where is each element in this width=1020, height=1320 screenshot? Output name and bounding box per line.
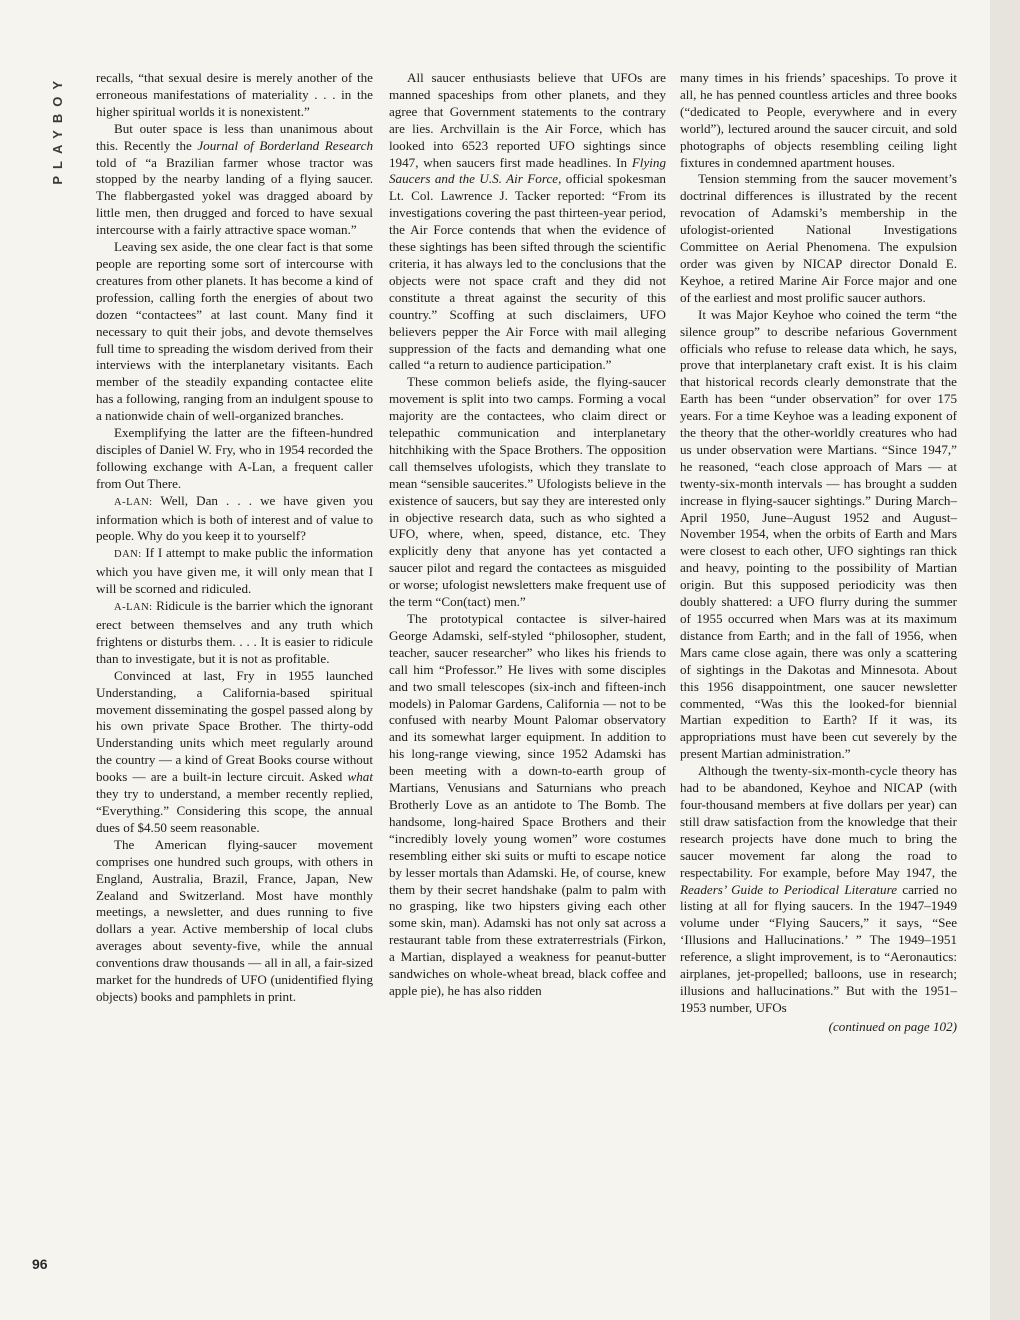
continued-note[interactable]: (continued on page 102) bbox=[828, 1018, 957, 1034]
dialogue-line bbox=[96, 493, 373, 546]
column-2 bbox=[389, 70, 666, 1000]
book-title: Flying Saucers and the U.S. Air Force, bbox=[389, 154, 666, 187]
paragraph: recalls, “that sexual desire is merely another of the erroneous manifestations of materiality . . . in the higher spiritual worlds it is nonexistent.” bbox=[96, 70, 373, 119]
text: official spokesman Lt. Col. Lawrence J. Tacker reported: “From its investigations covering the past thirteen-year period, the Air Force contends that when the evidence of these sightings has been sifted through the scientific criteria, it has always led to the conclusions that the objects were not space craft and they did not constitute a threat against the security of this country.” Scoffing at such disclaimers, UFO believers pepper the Air Force with mail alleging suppression of the facts and demanding what one called “a return to audience participation.” bbox=[389, 171, 666, 373]
speaker-label: DAN: bbox=[114, 549, 142, 561]
running-head: PLAYBOY bbox=[50, 74, 65, 185]
text: All saucer enthusiasts believe that UFOs are manned spaceships from other planets, and they agree that Government statements to the contrary are lies. Archvillain is the Air Force, which has looked into 6523 reported UFO sightings since 1947, when saucers first made headlines. In bbox=[389, 70, 666, 170]
text: told of “a Brazilian farmer whose tractor was stopped by the nearby landing of a flying saucer. The flabbergasted yokel was dragged aboard by little men, then drugged and forced to have sexual intercourse with a fairly attractive space woman.” bbox=[96, 154, 373, 238]
paragraph bbox=[96, 668, 373, 837]
column-3 bbox=[680, 70, 957, 1036]
dialogue-line bbox=[96, 598, 373, 668]
dialogue-text: Ridicule is the barrier which the ignorant erect between themselves and any truth which frightens or disturbs them. . . . It is easier to ridicule than to investigate, but it is not as profitable. bbox=[96, 598, 373, 666]
text: carried no listing at all for flying saucers. In the 1947–1949 volume under “Flying Saucers,” it says, “See ‘Illusions and Hallucinations.’ ” The 1949–1951 reference, a slight improvement, is to “Aeronautics: airplanes, jet-propelled; balloons, use in research; illusions and hallucinations.” But with the 1951–1953 number, UFOs bbox=[680, 881, 958, 1015]
dialogue-line bbox=[96, 545, 373, 598]
paragraph bbox=[96, 121, 373, 239]
guide-title: Readers’ Guide to Periodical Literature bbox=[680, 881, 898, 897]
text: Convinced at last, Fry in 1955 launched Understanding, a California-based spiritual movement disseminating the gospel passed along by his own private Space Brother. The thirty-odd Understanding units which meet regularly around the country — a kind of Great Books course without books — are a built-in lecture circuit. Asked bbox=[96, 667, 373, 785]
emphasis: what bbox=[347, 769, 373, 785]
speaker-label: A-LAN: bbox=[114, 602, 153, 614]
page-edge bbox=[990, 0, 1020, 1320]
paragraph bbox=[680, 763, 957, 1017]
text: Although the twenty-six-month-cycle theory has had to be abandoned, Keyhoe and NICAP (with four-thousand members at five dollars per year) can still draw satisfaction from the knowledge that their research projects have done much to bring the saucer movement far along the road to respectability. For example, before May 1947, the bbox=[680, 763, 957, 880]
paragraph: The prototypical contactee is silver-haired George Adamski, self-styled “philosopher, student, teacher, saucer researcher” who likes his friends to call him “Professor.” He lives with some disciples and two small telescopes (six-inch and fifteen-inch models) in Palomar Gardens, California — not to be confused with nearby Mount Palomar observatory and its somewhat larger equipment. In addition to his long-range viewing, since 1952 Adamski has been meeting with a down-to-earth group of Martians, Venusians and Saturnians who preach Brotherly Love as an antidote to The Bomb. The handsome, long-haired Space Brothers and their “incredibly lovely young women” wore costumes resembling either ski suits or mufti to escape notice by lesser mortals than Adamski. He, of course, knew them by their secret handshake (palm to palm with no grasping, like two hipsters giving each other some skin, man). Adamski has not only sat across a restaurant table from these extraterrestrials (Firkon, a Martian, displayed a weakness for peanut-butter sandwiches on whole-wheat bread, black coffee and apple pie), he has also ridden bbox=[389, 611, 666, 998]
paragraph: many times in his friends’ spaceships. To prove it all, he has penned countless articles and three books (“dedicated to People, everywhere and in every world”), lectured around the saucer circuit, and sold photographs of objects resembling ceiling light fixtures in condemned apartment houses. bbox=[680, 70, 957, 170]
page-number: 96 bbox=[32, 1256, 48, 1272]
dialogue-text: Well, Dan . . . we have given you information which is both of interest and of value to people. Why do you keep it to yourself? bbox=[96, 492, 373, 544]
paragraph: The American flying-saucer movement comprises one hundred such groups, with others in England, Australia, Brazil, France, Japan, New Zealand and Switzerland. Most have monthly meetings, a newsletter, and dues running to five dollars a year. Active membership of local clubs averages about seventy-five, while the annual conventions draw thousands — all in all, a fair-sized market for the hundreds of UFO (unidentified flying objects) books and pamphlets in print. bbox=[96, 836, 373, 1004]
paragraph: Tension stemming from the saucer movement’s doctrinal differences is illustrated by the recent revocation of Adamski’s membership in the ufologist-oriented National Investigations Committee on Aerial Phenomena. The expulsion order was given by NICAP director Donald E. Keyhoe, a retired Marine Air Force major and one of the earliest and most prolific saucer authors. bbox=[680, 171, 957, 305]
text: they try to understand, a member recently replied, “Everything.” Considering this scope, the annual dues of $4.50 seem reasonable. bbox=[96, 786, 373, 835]
paragraph: Leaving sex aside, the one clear fact is that some people are reporting some sort of intercourse with creatures from other planets. It has become a kind of profession, calling forth the energies of about two dozen “contactees” at last count. Many find it necessary to quit their jobs, and devote themselves full time to spreading the wisdom derived from their interviews with the interplanetary visitants. Each member of the steadily expanding contactee elite has a following, ranging from an indulgent spouse to a nationwide chain of well-organized branches. bbox=[96, 239, 373, 424]
column-1 bbox=[96, 70, 373, 1006]
paragraph: Exemplifying the latter are the fifteen-hundred disciples of Daniel W. Fry, who in 1954 recorded the following exchange with A-Lan, a frequent caller from Out There. bbox=[96, 425, 373, 491]
paragraph: It was Major Keyhoe who coined the term “the silence group” to describe nefarious Government officials who refuse to release data which, he says, prove that interplanetary craft exist. It is his claim that historical records clearly demonstrate that the Earth has been “under observation” for over 175 years. For a time Keyhoe was a leading exponent of the theory that the other-worldly creatures who had us under observation were Martians. “Since 1947,” he reasoned, “each close approach of Mars — at twenty-six-month intervals — has brought a sudden increase in flying-saucer sightings.” During March–April 1950, June–August 1952 and August–November 1954, when the orbits of Earth and Mars were closest to each other, UFO sightings ran thick and heavy, pointing to the possibility of Martian origin. But this supposed periodicity was then doubly shattered: a UFO flurry during the summer of 1955 occurred when Mars was at its maximum distance from Earth; and in the fall of 1956, when Mars came close again, there was only a scattering of sightings in the Dakotas and Minnesota. About this 1956 disappointment, one saucer newsletter commented, “Was this the looked-for biennial Martian expedition to Earth? If it was, its appropriations must have been cut severely by the present Martian administration.” bbox=[680, 306, 957, 762]
journal-title: Journal of Borderland Research bbox=[197, 137, 373, 153]
paragraph: These common beliefs aside, the flying-saucer movement is split into two camps. Forming a vocal majority are the contactees, who claim direct or telepathic communication and interplanetary hitchhiking with the Space Brothers. The opposition call themselves ufologists, which they translate to mean “sensible saucerites.” Ufologists believe in the existence of saucers, but say they are interested only in objective research data, such as who sighted a UFO, where, when, speed, distance, etc. They explicitly deny that anyone has yet contacted a saucer pilot and regard the contactees as misguided or worse; ufologist newsletters make frequent use of the term “Con(tact) men.” bbox=[389, 374, 666, 610]
paragraph bbox=[389, 70, 666, 374]
dialogue-text: If I attempt to make public the information which you have given me, it will only mean that I will be scorned and ridiculed. bbox=[96, 545, 373, 597]
speaker-label: A-LAN: bbox=[114, 496, 153, 508]
text: But outer space is less than unanimous about this. Recently the bbox=[96, 120, 373, 153]
